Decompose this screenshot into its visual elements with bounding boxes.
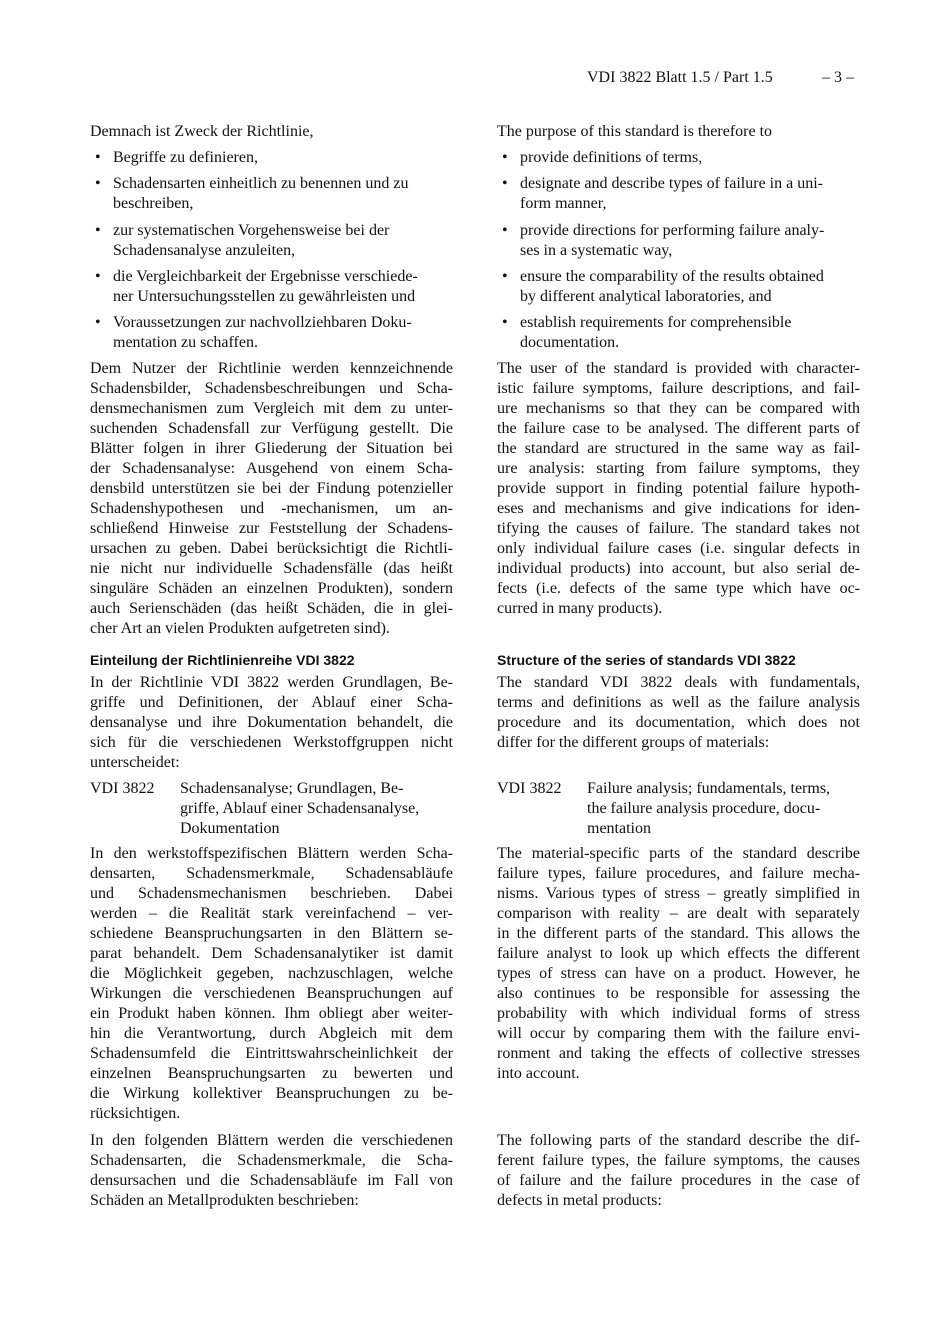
text-line: differ for the different groups of materials: <box>497 734 770 751</box>
text-line: suchenden Schadensfall zur Verfügung gestellt. Die <box>90 420 453 437</box>
page-number: – 3 – <box>822 69 854 86</box>
text-line: establish requirements for comprehensible <box>520 314 792 331</box>
text-line: tifying the causes of failure. The standard takes not <box>497 520 860 537</box>
bullet-item <box>95 174 458 214</box>
text-line: die Vergleichbarkeit der Ergebnisse verschiede- <box>113 268 418 285</box>
text-line: einzelnen Beanspruchungsarten zu bewerten und <box>90 1065 453 1082</box>
text-line: into account. <box>497 1065 580 1082</box>
text-line: types of stress can have on a product. However, he <box>497 965 860 982</box>
bullet-item <box>502 174 865 214</box>
text-line: provide definitions of terms, <box>520 149 703 166</box>
text-line: Schadensbilder, Schadensbeschreibungen und Scha- <box>90 380 453 397</box>
bullet-item <box>95 148 458 168</box>
text-line: ner Untersuchungsstellen zu gewährleisten und <box>113 288 416 305</box>
text-line: mentation <box>587 820 651 837</box>
text-line: griffe und Definitionen, der Ablauf einer Scha- <box>90 694 453 711</box>
text-line: densanalyse und ihre Dokumentation behandelt, die <box>90 714 453 731</box>
reference-code: VDI 3822 <box>90 780 155 797</box>
text-line: schiedene Beanspruchungsarten in den Blättern se- <box>90 925 453 942</box>
text-line: ursachen zu geben. Dabei berücksichtigt die Richtli- <box>90 540 453 557</box>
text-line: the standard are structured in the same way as fail- <box>497 440 860 457</box>
running-header-title: VDI 3822 Blatt 1.5 / Part 1.5 <box>587 69 773 86</box>
intro-paragraph <box>497 122 860 142</box>
text-line: The purpose of this standard is therefore to <box>497 123 773 140</box>
text-line: und Schadensmechanismen beschrieben. Dabei <box>90 885 453 902</box>
bullet-item <box>95 267 458 307</box>
text-line: die Wirkung kollektiver Beanspruchungen zu be- <box>90 1085 453 1102</box>
text-line: failure types, failure procedures, and failure mecha- <box>497 865 860 882</box>
text-line: Dokumentation <box>180 820 280 837</box>
text-line: densbild unterstützen sie bei der Findung potenzieller <box>90 480 453 497</box>
text-line: Schadenshypothesen und -mechanismen, um an- <box>90 500 453 517</box>
text-line: densarten, Schadensmerkmale, Schadensabläufe <box>90 865 453 882</box>
bullet-item <box>502 267 865 307</box>
text-line: In den folgenden Blättern werden die verschiedenen <box>90 1132 453 1149</box>
bullet-icon: • <box>95 268 101 285</box>
text-line: cher Art an vielen Produkten aufgetreten sind). <box>90 620 390 637</box>
text-line: individual products) into account, but also serial de- <box>497 560 860 577</box>
body-paragraph <box>90 673 453 773</box>
text-line: Voraussetzungen zur nachvollziehbaren Doku- <box>113 314 412 331</box>
text-line: Schadensarten einheitlich zu benennen und zu <box>113 175 409 192</box>
text-line: terms and definitions as well as the failure analysis <box>497 694 860 711</box>
reference-title <box>180 779 453 839</box>
text-line: die Möglichkeit gegeben, nachzuschlagen, welche <box>90 965 453 982</box>
text-line: ein Produkt haben können. Ihm obliegt aber weiter- <box>90 1005 453 1022</box>
body-paragraph <box>90 359 453 639</box>
body-paragraph <box>497 673 860 753</box>
body-paragraph <box>90 1131 453 1211</box>
text-line: auch Serienschäden (das heißt Schäden, die in glei- <box>90 600 453 617</box>
text-line: curred in many products). <box>497 600 663 617</box>
text-line: comparison with reality – are dealt with separately <box>497 905 860 922</box>
reference-title <box>587 779 860 839</box>
text-line: Schadensumfeld die Eintrittswahrscheinlichkeit der <box>90 1045 453 1062</box>
text-line: Schadensanalyse anzuleiten, <box>113 242 296 259</box>
section-heading: Einteilung der Richtlinienreihe VDI 3822 <box>90 652 355 668</box>
bullet-item <box>502 221 865 261</box>
text-line: Failure analysis; fundamentals, terms, <box>587 780 831 797</box>
text-line: sich für die verschiedenen Werkstoffgruppen nicht <box>90 734 453 751</box>
text-line: Schadensanalyse; Grundlagen, Be- <box>180 780 404 797</box>
text-line: rücksichtigen. <box>90 1105 181 1122</box>
text-line: zur systematischen Vorgehensweise bei der <box>113 222 390 239</box>
text-line: the failure analysis procedure, docu- <box>587 800 821 817</box>
bullet-item <box>502 313 865 353</box>
text-line: provide support in finding potential failure hypoth- <box>497 480 860 497</box>
text-line: ses in a systematic way, <box>520 242 673 259</box>
text-line: failure analyst to look up which effects the different <box>497 945 860 962</box>
text-line: In den werkstoffspezifischen Blättern werden Scha- <box>90 845 453 862</box>
bullet-icon: • <box>502 149 508 166</box>
text-line: in the different parts of the standard. This allows the <box>497 925 860 942</box>
text-line: the failure case to be analysed. The different parts of <box>497 420 860 437</box>
text-line: ure mechanisms so that they can be compared with <box>497 400 860 417</box>
text-line: singuläre Schäden an einzelnen Produkten), sondern <box>90 580 453 597</box>
text-line: fects (i.e. defects of the same type which have oc- <box>497 580 860 597</box>
text-line: provide directions for performing failure analy- <box>520 222 825 239</box>
body-paragraph <box>497 844 860 1084</box>
text-line: documentation. <box>520 334 620 351</box>
text-line: eses and mechanisms and give indications for iden- <box>497 500 860 517</box>
text-line: designate and describe types of failure in a uni- <box>520 175 823 192</box>
text-line: ensure the comparability of the results obtained <box>520 268 824 285</box>
reference-entry <box>90 779 453 839</box>
text-line: The material-specific parts of the standard describe <box>497 845 860 862</box>
text-line: griffe, Ablauf einer Schadensanalyse, <box>180 800 420 817</box>
text-line: form manner, <box>520 195 607 212</box>
text-line: In der Richtlinie VDI 3822 werden Grundlagen, Be- <box>90 674 453 691</box>
text-line: defects in metal products: <box>497 1192 662 1209</box>
text-line: Schadensarten, die Schadensmerkmale, die Scha- <box>90 1152 453 1169</box>
body-paragraph <box>90 844 453 1124</box>
text-line: hin die Verantwortung, durch Abgleich mit dem <box>90 1025 453 1042</box>
reference-code: VDI 3822 <box>497 780 562 797</box>
text-line: unterscheidet: <box>90 754 180 771</box>
text-line: also continues to be responsible for assessing the <box>497 985 860 1002</box>
text-line: will occur by comparing them with the failure envi- <box>497 1025 860 1042</box>
text-line: mentation zu schaffen. <box>113 334 258 351</box>
bullet-icon: • <box>502 314 508 331</box>
text-line: Begriffe zu definieren, <box>113 149 258 166</box>
text-line: The user of the standard is provided with character- <box>497 360 860 377</box>
text-line: densmechanismen zum Vergleich mit dem zu unter- <box>90 400 453 417</box>
section-heading: Structure of the series of standards VDI 3822 <box>497 652 796 668</box>
text-line: The standard VDI 3822 deals with fundamentals, <box>497 674 860 691</box>
reference-entry <box>497 779 860 839</box>
text-line: Demnach ist Zweck der Richtlinie, <box>90 123 314 140</box>
text-line: densursachen und die Schadensabläufe im Fall von <box>90 1172 453 1189</box>
text-line: ferent failure types, the failure symptoms, the causes <box>497 1152 860 1169</box>
intro-paragraph <box>90 122 453 142</box>
bullet-icon: • <box>95 175 101 192</box>
text-line: of failure and the failure procedures in the case of <box>497 1172 860 1189</box>
bullet-icon: • <box>502 268 508 285</box>
text-line: Dem Nutzer der Richtlinie werden kennzeichnende <box>90 360 453 377</box>
text-line: by different analytical laboratories, and <box>520 288 772 305</box>
text-line: beschreiben, <box>113 195 194 212</box>
text-line: nie nicht nur individuelle Schadensfälle (das heißt <box>90 560 453 577</box>
text-line: Wirkungen die verschiedenen Beanspruchungen auf <box>90 985 453 1002</box>
text-line: procedure and its documentation, which does not <box>497 714 860 731</box>
text-line: Blätter folgen in ihrer Gliederung der Situation bei <box>90 440 453 457</box>
bullet-icon: • <box>502 222 508 239</box>
bullet-icon: • <box>502 175 508 192</box>
text-line: The following parts of the standard describe the dif- <box>497 1132 860 1149</box>
bullet-icon: • <box>95 314 101 331</box>
bullet-item <box>95 221 458 261</box>
body-paragraph <box>497 359 860 619</box>
bullet-item <box>95 313 458 353</box>
text-line: parat behandelt. Dem Schadensanalytiker ist damit <box>90 945 453 962</box>
bullet-icon: • <box>95 149 101 166</box>
bullet-item <box>502 148 865 168</box>
text-line: probability with which individual forms of stress <box>497 1005 860 1022</box>
bullet-icon: • <box>95 222 101 239</box>
text-line: ronment and taking the effects of collective stresses <box>497 1045 860 1062</box>
text-line: istic failure symptoms, failure descriptions, and fail- <box>497 380 860 397</box>
body-paragraph <box>497 1131 860 1211</box>
text-line: Schäden an Metallprodukten beschrieben: <box>90 1192 359 1209</box>
text-line: schließend Hinweise zur Feststellung der Schadens- <box>90 520 453 537</box>
text-line: werden – die Realität stark vereinfachend – ver- <box>90 905 453 922</box>
text-line: nisms. Various types of stress – greatly simplified in <box>497 885 860 902</box>
text-line: ure analysis: starting from failure symptoms, they <box>497 460 860 477</box>
text-line: only individual failure cases (i.e. singular defects in <box>497 540 860 557</box>
text-line: der Schadensanalyse: Ausgehend von einem Scha- <box>90 460 453 477</box>
